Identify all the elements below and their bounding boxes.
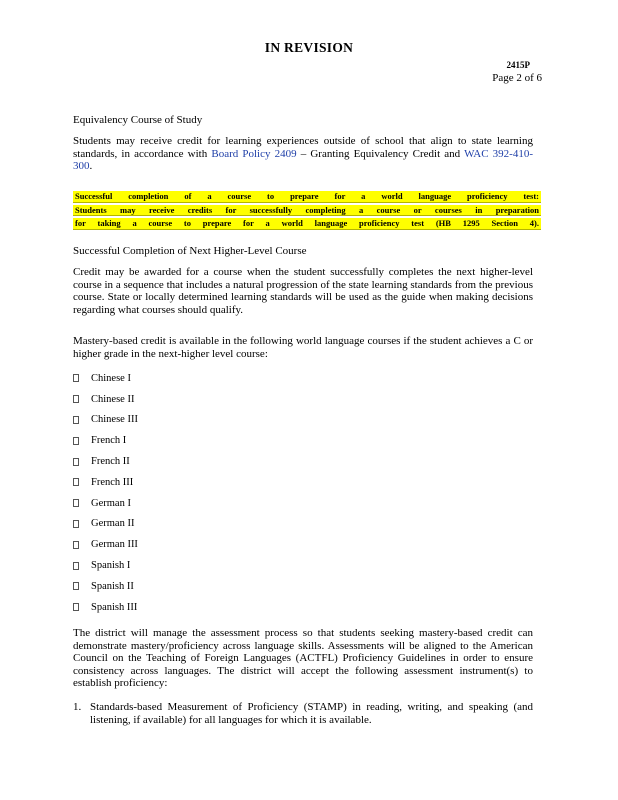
course-name: French III [91, 476, 134, 488]
course-name: Spanish II [91, 580, 134, 592]
course-name: German III [91, 539, 138, 551]
list-item [73, 410, 138, 431]
bullet-box-icon [73, 499, 79, 507]
list-item [73, 430, 138, 451]
bullet-box-icon [73, 374, 79, 382]
course-name: Spanish III [91, 601, 138, 613]
course-name: French II [91, 456, 130, 468]
list-item [73, 493, 138, 514]
course-name: German I [91, 497, 131, 509]
equivalency-heading: Equivalency Course of Study [73, 114, 203, 126]
bullet-box-icon [73, 562, 79, 570]
list-item [73, 368, 138, 389]
document-id: 2415P [506, 60, 530, 70]
course-name: Chinese I [91, 372, 131, 384]
list-number: 1. [73, 701, 82, 713]
bullet-box-icon [73, 541, 79, 549]
board-policy-link[interactable]: Board Policy 2409 [211, 147, 297, 160]
wac-link[interactable]: WAC 392-410-300 [73, 147, 534, 172]
list-item [73, 514, 138, 535]
course-name: Chinese II [91, 393, 135, 405]
course-name: French I [91, 435, 127, 447]
list-item [73, 576, 138, 597]
highlight-line: Successful completion of a course to prepare for a world language proficiency test: [75, 191, 539, 201]
equivalency-text-before: Students may receive credit for learning experiences outside of school that align to state learning standards, in accordance with [73, 135, 533, 160]
bullet-box-icon [73, 478, 79, 486]
successful-completion-paragraph: Credit may be awarded for a course when the student successfully completes the next higher-level course in a sequence that includes a natural progression of the state learning standards from the previous course. State or locally determined learning standards will be used as the guide when making decisions regarding what courses should qualify. [73, 266, 533, 316]
successful-completion-heading: Successful Completion of Next Higher-Level Course [73, 245, 307, 257]
highlighted-revision-block [73, 191, 541, 232]
list-item [73, 472, 138, 493]
bullet-box-icon [73, 603, 79, 611]
bullet-box-icon [73, 416, 79, 424]
equivalency-text-after: . [89, 160, 93, 172]
mastery-paragraph: Mastery-based credit is available in the following world language courses if the student achieves a C or higher grade in the next-higher level course: [73, 335, 533, 360]
course-name: German II [91, 518, 135, 530]
highlight-line: Students may receive credits for successfully completing a course or courses in preparation [75, 204, 539, 215]
bullet-box-icon [73, 582, 79, 590]
equivalency-paragraph [73, 135, 533, 173]
bullet-box-icon [73, 437, 79, 445]
equivalency-text-middle: – Granting Equivalency Credit and [296, 147, 465, 160]
bullet-box-icon [73, 458, 79, 466]
revision-title: IN REVISION [264, 40, 354, 55]
assessment-item-text: Standards-based Measurement of Proficiency (STAMP) in reading, writing, and speaking (and listening, if available) for all languages for which it is available. [90, 701, 533, 726]
list-item [73, 534, 138, 555]
list-item [73, 555, 138, 576]
district-paragraph: The district will manage the assessment process so that students seeking mastery-based credit can demonstrate mastery/proficiency across language skills. Assessments will be aligned to the American Council on the Teaching of Foreign Languages (ACTFL) Proficiency Guidelines in order to ensure consistency across languages. The district will accept the following assessment instrument(s) to establish proficiency: [73, 627, 533, 689]
bullet-box-icon [73, 395, 79, 403]
list-item [73, 451, 138, 472]
page-number: Page 2 of 6 [492, 72, 542, 84]
highlight-line: for taking a course to prepare for a world language proficiency test (HB 1295 Section 4). [75, 218, 539, 228]
course-list [73, 368, 138, 618]
bullet-box-icon [73, 520, 79, 528]
list-item [73, 389, 138, 410]
assessment-list [73, 701, 533, 726]
list-item [73, 597, 138, 618]
course-name: Spanish I [91, 560, 131, 572]
course-name: Chinese III [91, 414, 138, 426]
